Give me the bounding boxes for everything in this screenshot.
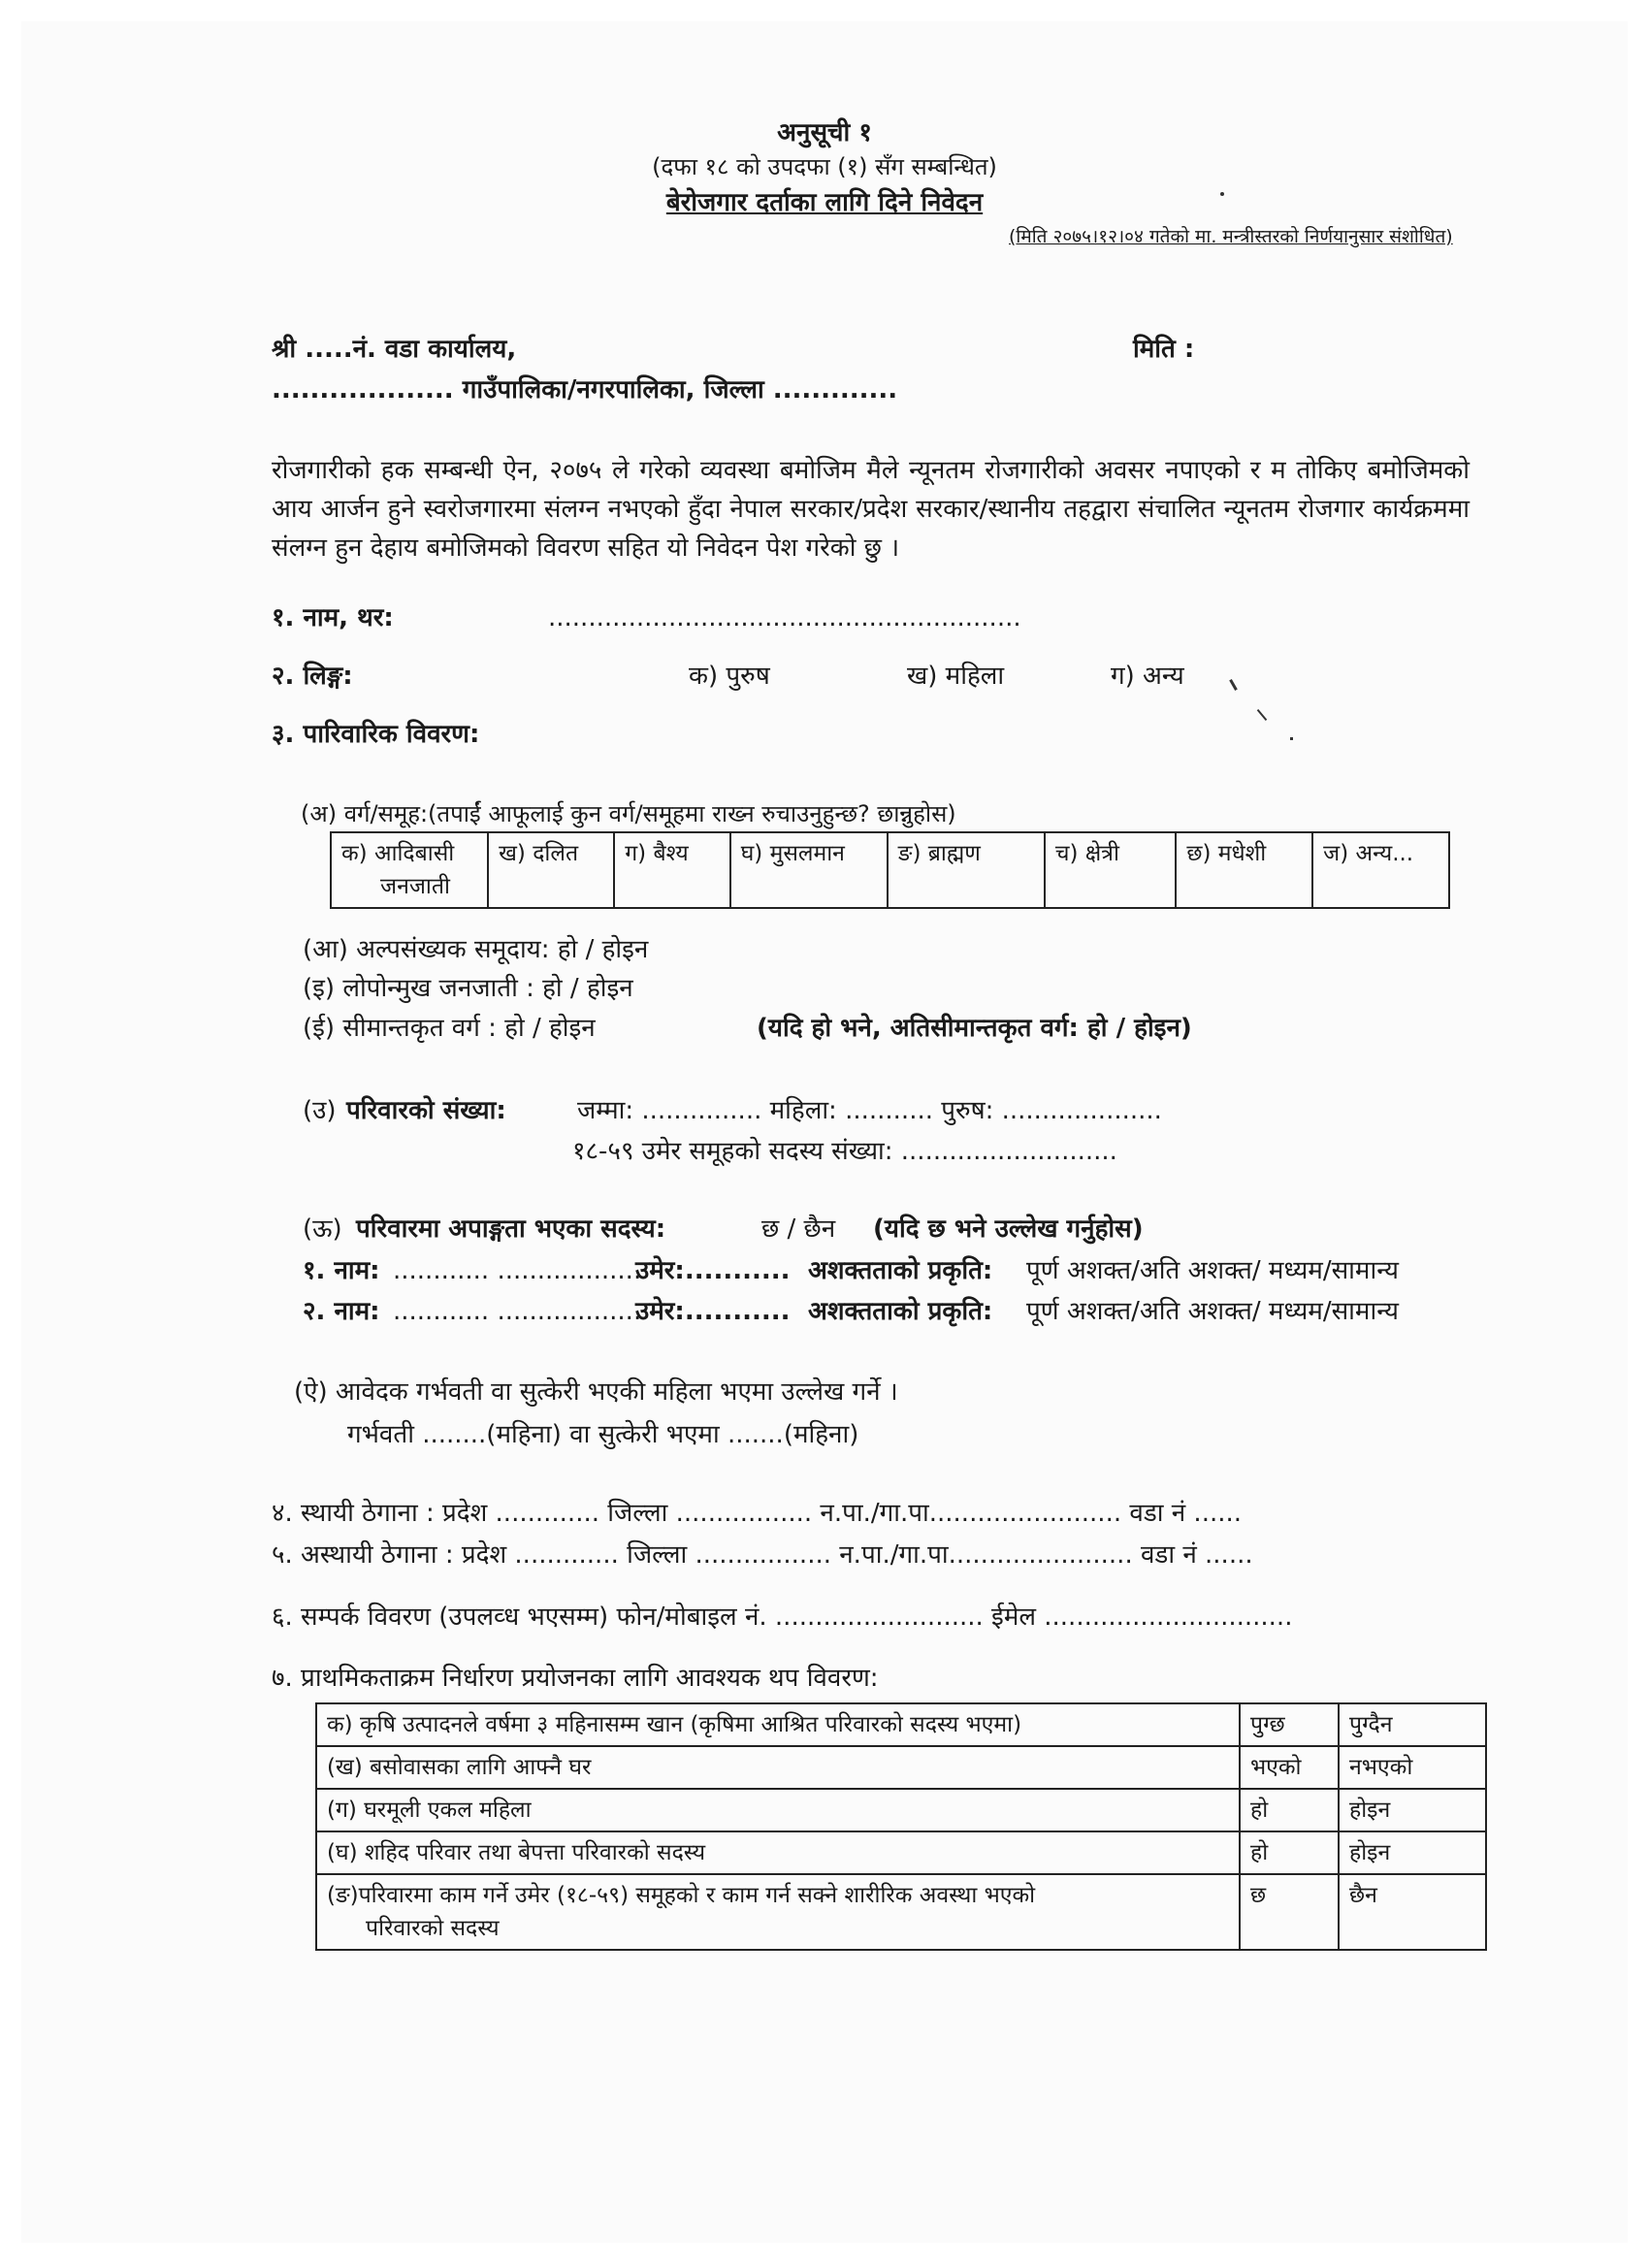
- group-cell: ग) बैश्य: [614, 832, 729, 908]
- priority-option-a: हो: [1240, 1789, 1339, 1831]
- disability-prefix: (ऊ): [303, 1215, 342, 1244]
- group-cell: छ) मधेशी: [1176, 832, 1312, 908]
- name-blank: ...........................................................: [548, 603, 1021, 632]
- family-count-label: परिवारको संख्या:: [346, 1096, 506, 1125]
- annex-title: अनुसूची १: [777, 118, 872, 147]
- table-row: [316, 1703, 1486, 1746]
- group-cell: ङ) ब्राह्मण: [888, 832, 1045, 908]
- disability-label: परिवारमा अपाङ्गता भएका सदस्य:: [356, 1215, 666, 1244]
- disabled-member-1-nature-options: पूर्ण अशक्त/अति अशक्त/ मध्यम/सामान्य: [1026, 1256, 1399, 1285]
- priority-text-line1: (ङ)परिवारमा काम गर्ने उमेर (१८-५९) समूहको र काम गर्न सक्ने शारीरिक अवस्था भएको: [327, 1883, 1036, 1908]
- priority-option-b: नभएको: [1339, 1746, 1486, 1789]
- pregnancy-detail: गर्भवती ........(महिना) वा सुत्केरी भएमा .......(महिना): [347, 1420, 859, 1449]
- caste-group-table: [330, 831, 1450, 909]
- addressee-line: श्री .....नं. वडा कार्यालय,: [272, 335, 517, 364]
- document-title: बेरोजगार दर्ताका लागि दिने निवेदन: [665, 188, 984, 217]
- group-label: क) आदिबासी: [341, 841, 455, 866]
- disabled-member-2-nature-options: पूर्ण अशक्त/अति अशक्त/ मध्यम/सामान्य: [1026, 1297, 1399, 1326]
- temporary-address: ५. अस्थायी ठेगाना : प्रदेश ............. जिल्ला ................. न.पा./गा.पा....................... वडा नं ......: [272, 1540, 1253, 1570]
- disabled-member-2-name-blank: ............ ..................: [393, 1297, 642, 1326]
- table-row: [316, 1831, 1486, 1874]
- disabled-member-2-name-label: २. नाम:: [303, 1297, 380, 1326]
- table-row: [316, 1874, 1486, 1950]
- priority-option-a: भएको: [1240, 1746, 1339, 1789]
- age-group-count: १८-५९ उमेर समूहको सदस्य संख्या: ...........................: [572, 1137, 1117, 1166]
- priority-text: क) कृषि उत्पादनले वर्षमा ३ महिनासम्म खान (कृषिमा आश्रित परिवारको सदस्य भएमा): [316, 1703, 1240, 1746]
- priority-option-b: होइन: [1339, 1831, 1486, 1874]
- priority-option-a: हो: [1240, 1831, 1339, 1874]
- disabled-member-2-nature-label: अशक्तताको प्रकृति:: [808, 1297, 993, 1326]
- gender-label: २. लिङ्ग:: [272, 662, 353, 691]
- disability-condition: (यदि छ भने उल्लेख गर्नुहोस): [873, 1215, 1144, 1244]
- group-cell: ख) दलित: [488, 832, 614, 908]
- table-row: [316, 1789, 1486, 1831]
- permanent-address: ४. स्थायी ठेगाना : प्रदेश ............. जिल्ला ................. न.पा./गा.पा........................ वडा नं ......: [272, 1499, 1243, 1528]
- family-count-prefix: (उ): [303, 1096, 337, 1125]
- scan-speck: [1290, 737, 1293, 740]
- group-cell: ज) अन्य...: [1312, 832, 1449, 908]
- date-label: मिति :: [1133, 335, 1195, 364]
- group-question: (अ) वर्ग/समूह:(तपाईं आफूलाई कुन वर्ग/समूहमा राख्न रुचाउनुहुन्छ? छान्नुहोस): [301, 800, 956, 827]
- priority-label: ७. प्राथमिकताक्रम निर्धारण प्रयोजनका लागि आवश्यक थप विवरण:: [272, 1664, 879, 1693]
- gender-option-female: ख) महिला: [907, 662, 1005, 691]
- amendment-note: (मिति २०७५।१२।०४ गतेको मा. मन्त्रीस्तरको निर्णयानुसार संशोधित): [1009, 226, 1453, 247]
- priority-text: (घ) शहिद परिवार तथा बेपत्ता परिवारको सदस्य: [316, 1831, 1240, 1874]
- priority-option-a: छ: [1240, 1874, 1339, 1950]
- disabled-member-1-age: उमेर:...........: [635, 1256, 791, 1285]
- family-details-label: ३. पारिवारिक विवरण:: [272, 720, 480, 749]
- disabled-member-1-name-label: १. नाम:: [303, 1256, 380, 1285]
- priority-text-line2: परिवारको सदस्य: [366, 1916, 500, 1941]
- priority-table: [315, 1702, 1487, 1951]
- endangered-question: (इ) लोपोन्मुख जनजाती : हो / होइन: [303, 974, 633, 1003]
- name-label: १. नाम, थर:: [272, 603, 394, 632]
- priority-text: [316, 1874, 1240, 1950]
- disabled-member-1-nature-label: अशक्तताको प्रकृति:: [808, 1256, 993, 1285]
- reference-line: (दफा १८ को उपदफा (१) सँग सम्बन्धित): [652, 153, 997, 180]
- scan-speck: [1220, 192, 1224, 196]
- intro-paragraph: रोजगारीको हक सम्बन्धी ऐन, २०७५ ले गरेको व्यवस्था बमोजिम मैले न्यूनतम रोजगारीको अवसर नपाएको र म तोकिए बमोजिमको आय आर्जन हुने स्वरोजगारमा संलग्न नभएको हुँदा नेपाल सरकार/प्रदेश सरकार/स्थानीय तहद्वारा संचालित न्यूनतम रोजगार कार्यक्रममा संलग्न हुन देहाय बमोजिमको विवरण सहित यो निवेदन पेश गरेको छु ।: [272, 456, 1470, 563]
- disabled-member-1-name-blank: ............ ..................: [393, 1256, 642, 1285]
- priority-option-b: होइन: [1339, 1789, 1486, 1831]
- table-row: [316, 1746, 1486, 1789]
- disabled-member-2-age: उमेर:...........: [635, 1297, 791, 1326]
- minority-question: (आ) अल्पसंख्यक समूदाय: हो / होइन: [303, 935, 649, 964]
- group-label-line2: जनजाती: [380, 874, 450, 899]
- priority-option-b: छैन: [1339, 1874, 1486, 1950]
- group-cell: च) क्षेत्री: [1045, 832, 1176, 908]
- contact-details: ६. सम्पर्क विवरण (उपलव्ध भएसम्म) फोन/मोबाइल नं. .......................... ईमेल ...............................: [272, 1603, 1293, 1632]
- priority-text: (ग) घरमूली एकल महिला: [316, 1789, 1240, 1831]
- gender-option-male: क) पुरुष: [689, 662, 770, 691]
- group-cell: [331, 832, 488, 908]
- priority-option-b: पुग्दैन: [1339, 1703, 1486, 1746]
- group-cell: घ) मुसलमान: [730, 832, 888, 908]
- disability-yes-no: छ / छैन: [761, 1215, 836, 1244]
- pregnancy-question: (ऐ) आवेदक गर्भवती वा सुत्केरी भएकी महिला भएमा उल्लेख गर्ने ।: [294, 1377, 898, 1407]
- marginalized-condition: (यदि हो भने, अतिसीमान्तकृत वर्ग: हो / होइन): [757, 1014, 1192, 1043]
- priority-text: (ख) बसोवासका लागि आफ्नै घर: [316, 1746, 1240, 1789]
- gender-option-other: ग) अन्य: [1111, 662, 1184, 691]
- municipality-line: ................... गाउँपालिका/नगरपालिका, जिल्ला .............: [272, 375, 898, 405]
- family-count-fields: जम्मा: ............... महिला: ........... पुरुष: ....................: [577, 1096, 1162, 1125]
- marginalized-question: (ई) सीमान्तकृत वर्ग : हो / होइन: [303, 1014, 596, 1043]
- priority-option-a: पुग्छ: [1240, 1703, 1339, 1746]
